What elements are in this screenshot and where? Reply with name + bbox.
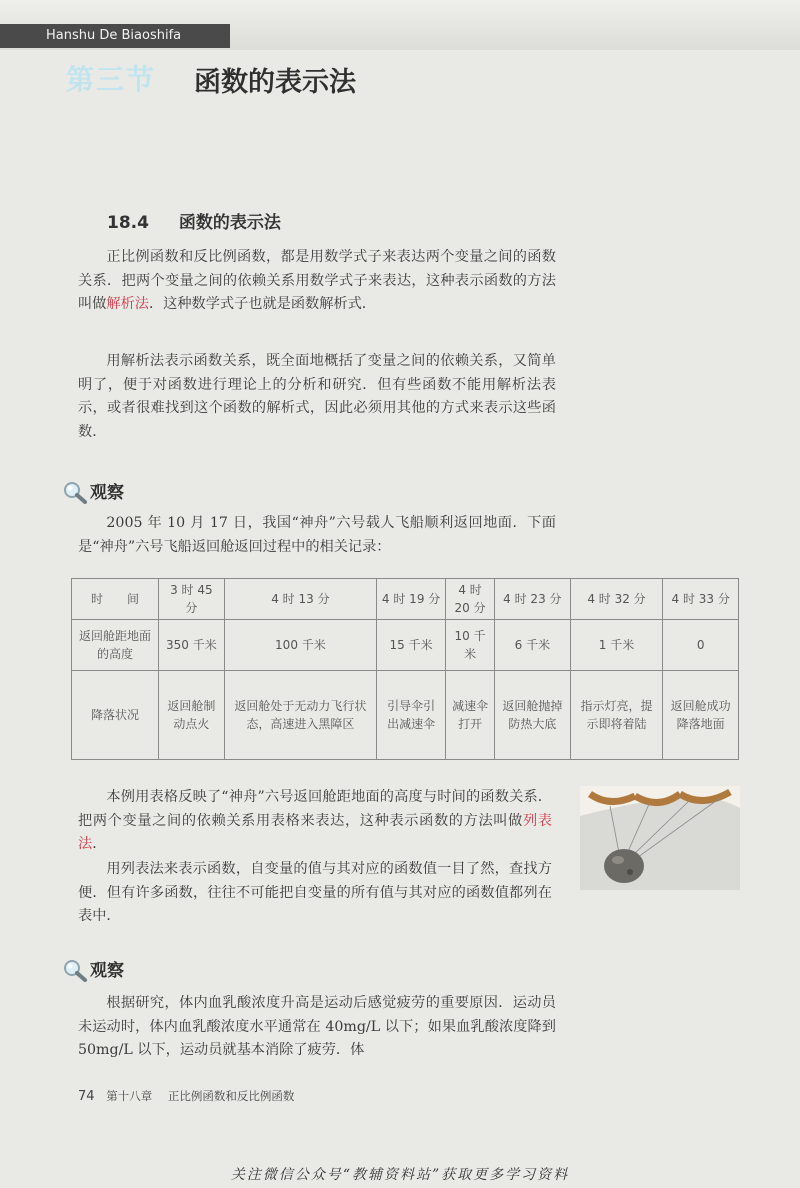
table-row-time — [72, 579, 739, 620]
subsection-title: 函数的表示法 — [178, 213, 281, 233]
table-cell: 1 千米 — [570, 620, 663, 671]
page-number: 74 — [78, 1089, 95, 1104]
table-cell: 减速伞打开 — [446, 671, 495, 760]
row-header-time: 时 间 — [72, 579, 159, 620]
table-cell: 350 千米 — [159, 620, 225, 671]
section-title: 函数的表示法 — [194, 67, 356, 98]
paragraph-analytic-limits: 用解析法表示函数关系，既全面地概括了变量之间的依赖关系，又简单明了，便于对函数进行理论上的分析和研究．但有些函数不能用解析法表示，或者很难找到这个函数的解析式，因此必须用其他的方式来表示这些函数． — [78, 353, 556, 440]
table-cell: 100 千米 — [224, 620, 376, 671]
row-header-height: 返回舱距地面的高度 — [72, 620, 159, 671]
table-cell: 引导伞引出减速伞 — [377, 671, 446, 760]
table-cell: 返回舱抛掉防热大底 — [495, 671, 571, 760]
table-cell: 15 千米 — [377, 620, 446, 671]
table-row-status — [72, 671, 739, 760]
para1-text-before: 正比例函数和反比例函数，都是用数学式子来表达两个变量之间的函数关系．把两个变量之间的依赖关系用数学式子来表达，这种表示函数的方法叫做 — [78, 249, 556, 312]
table-cell: 返回舱制动点火 — [159, 671, 225, 760]
paragraph-analytic-method — [78, 246, 556, 317]
observe-label-2: 观察 — [90, 961, 124, 981]
subsection-heading — [107, 208, 281, 233]
observe-heading-2 — [62, 956, 124, 986]
watermark-text: 关注微信公众号“教辅资料站”获取更多学习资料 — [230, 1167, 570, 1183]
subsection-number: 18.4 — [107, 213, 149, 233]
para3-text-before: 本例用表格反映了“神舟”六号返回舱距地面的高度与时间的函数关系．把两个变量之间的依赖关系用表格来表达，这种表示函数的方法叫做 — [78, 789, 552, 829]
page-footer — [78, 1088, 294, 1104]
paragraph-table-method — [78, 786, 552, 857]
table-cell: 4 时 13 分 — [224, 579, 376, 620]
table-cell: 4 时 32 分 — [570, 579, 663, 620]
table-cell: 4 时 33 分 — [663, 579, 739, 620]
para3-text-after: ． — [92, 836, 107, 852]
table-cell: 4 时 19 分 — [377, 579, 446, 620]
paragraph-lactate-intro: 根据研究，体内血乳酸浓度升高是运动后感觉疲劳的重要原因．运动员未运动时，体内血乳酸浓度水平通常在 40mg/L 以下；如果血乳酸浓度降到 50mg/L 以下，运动员就基本消除了疲劳．体 — [78, 995, 556, 1058]
table-cell: 4 时 23 分 — [495, 579, 571, 620]
term-analytic-method: 解析法 — [106, 296, 149, 312]
header-tab: Hanshu De Biaoshifa — [0, 24, 230, 48]
table-cell: 6 千米 — [495, 620, 571, 671]
table-cell: 返回舱成功降落地面 — [663, 671, 739, 760]
footer-chapter-title: 正比例函数和反比例函数 — [167, 1089, 295, 1103]
table-cell: 4 时 20 分 — [446, 579, 495, 620]
capsule-parachute-photo — [580, 786, 740, 890]
section-number: 第三节 — [66, 63, 157, 96]
table-cell: 3 时 45 分 — [159, 579, 225, 620]
term-table-method: 列表法 — [78, 812, 552, 852]
observe-heading-1 — [62, 478, 124, 508]
table-cell: 0 — [663, 620, 739, 671]
table-cell: 指示灯亮，提示即将着陆 — [570, 671, 663, 760]
row-header-status: 降落状况 — [72, 671, 159, 760]
capsule-illustration — [580, 786, 740, 890]
table-cell: 返回舱处于无动力飞行状态，高速进入黑障区 — [224, 671, 376, 760]
footer-chapter: 第十八章 — [106, 1089, 153, 1103]
observe-label-1: 观察 — [90, 483, 124, 503]
table-cell: 10 千米 — [446, 620, 495, 671]
paragraph-table-limits: 用列表法来表示函数，自变量的值与其对应的函数值一目了然，查找方便．但有许多函数，往往不可能把自变量的所有值与其对应的函数值都列在表中． — [78, 861, 552, 924]
paragraph-shenzhou-intro: 2005 年 10 月 17 日，我国“神舟”六号载人飞船顺利返回地面．下面是“神舟”六号飞船返回舱返回过程中的相关记录： — [78, 515, 556, 555]
para1-text-after: ．这种数学式子也就是函数解析式． — [148, 296, 376, 312]
table-row-height — [72, 620, 739, 671]
magnifier-icon — [62, 958, 88, 982]
shenzhou-record-table — [71, 578, 739, 760]
magnifier-icon — [62, 480, 88, 504]
